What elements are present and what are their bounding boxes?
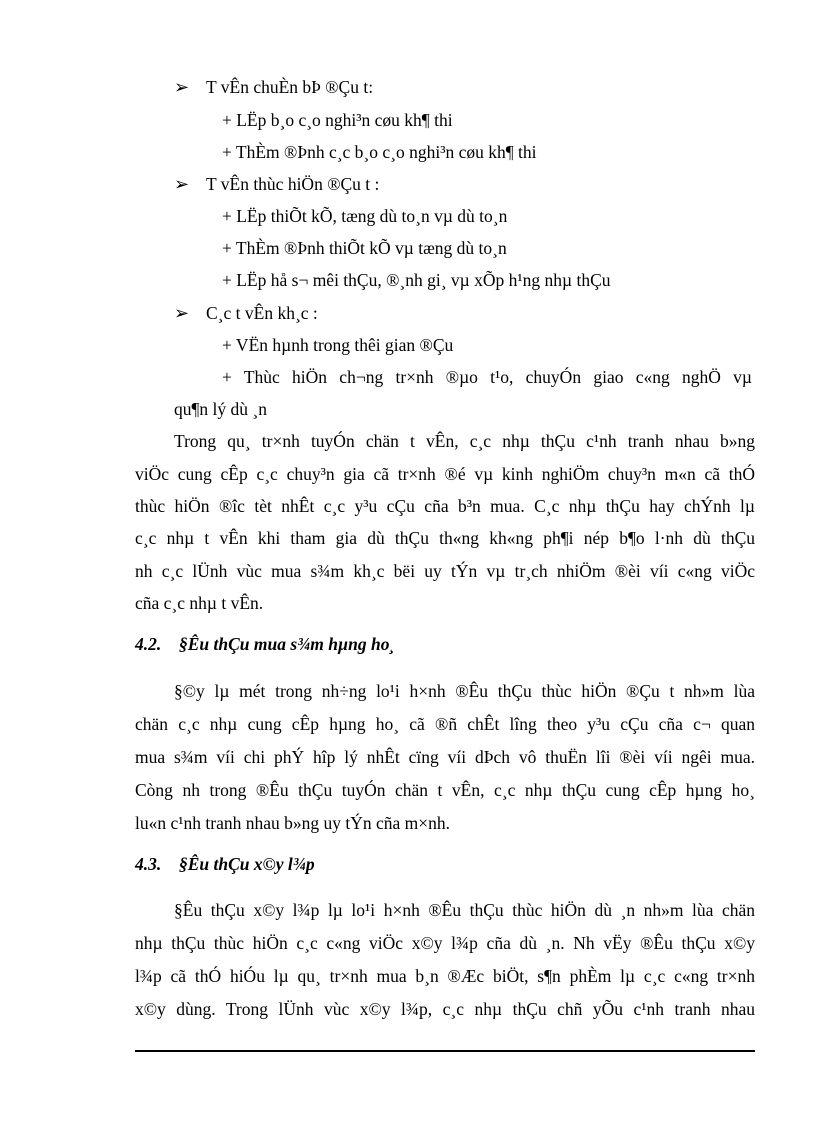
section-number: 4.2.: [135, 634, 162, 654]
list-item: qu¶n lý dù ¸n: [174, 399, 267, 419]
bullet-icon: ➢: [174, 77, 190, 97]
paragraph-line: chän c¸c nhµ cung cÊp hµng ho¸ cã ®ñ chÊt lîng theo y³u cÇu cña c¬ quan: [135, 714, 755, 734]
paragraph-line: viÖc cung cÊp c¸c chuy³n gia cã tr×nh ®é vµ kinh nghiÖm chuy³n m«n cã thÓ: [135, 464, 755, 484]
list-item: + LËp thiÕt kÕ, tæng dù to¸n vµ dù to¸n: [222, 206, 508, 226]
paragraph-line: Còng nh trong ®Êu thÇu tuyÓn chän t vÊn, c¸c nhµ thÇu cung cÊp hµng ho¸: [135, 780, 755, 800]
paragraph-line: §©y lµ mét trong nh÷ng lo¹i h×nh ®Êu thÇu thùc hiÖn ®Çu t nh»m lùa: [174, 681, 755, 701]
paragraph-line: §Êu thÇu x©y l¾p lµ lo¹i h×nh ®Êu thÇu thùc hiÖn dù ¸n nh»m lùa chän: [174, 900, 755, 920]
paragraph-line: mua s¾m víi chi phÝ hîp lý nhÊt cïng víi dÞch vô thuËn lîi ®èi víi ngêi mua.: [135, 747, 755, 767]
list-item: + VËn hµnh trong thêi gian ®Çu: [222, 335, 454, 355]
section-title: §Êu thÇu mua s¾m hµng ho¸: [179, 634, 396, 654]
footer-divider: [135, 1050, 755, 1052]
section-heading: [135, 636, 395, 654]
paragraph-line: thùc hiÖn ®îc tèt nhÊt c¸c y³u cÇu cña b³n mua. C¸c nhµ thÇu hay chÝnh lµ: [135, 496, 755, 516]
list-item: + ThÈm ®Þnh thiÕt kÕ vµ tæng dù to¸n: [222, 238, 507, 258]
list-item: + LËp hå s¬ mêi thÇu, ®¸nh gi¸ vµ xÕp h¹ng nhµ thÇu: [222, 270, 611, 290]
paragraph-line: nh c¸c lÜnh vùc mua s¾m kh¸c bëi uy tÝn vµ tr¸ch nhiÖm ®èi víi c«ng viÖc: [135, 561, 755, 581]
paragraph-line: l¾p cã thÓ hiÓu lµ qu¸ tr×nh mua b¸n ®Æc biÖt, s¶n phÈm lµ c¸c c«ng tr×nh: [135, 966, 755, 986]
bullet-icon: ➢: [174, 174, 190, 194]
paragraph-line: Trong qu¸ tr×nh tuyÓn chän t vÊn, c¸c nhµ thÇu c¹nh tranh nhau b»ng: [174, 431, 755, 451]
list-item: + Thùc hiÖn ch¬ng tr×nh ®µo t¹o, chuyÓn giao c«ng nghÖ vµ: [222, 367, 752, 387]
list-item: T vÊn chuÈn bÞ ®Çu t:: [206, 77, 374, 97]
bullet-icon: ➢: [174, 303, 190, 323]
list-item: + ThÈm ®Þnh c¸c b¸o c¸o nghi³n cøu kh¶ thi: [222, 142, 537, 162]
paragraph-line: c¸c nhµ t vÊn khi tham gia dù thÇu th«ng kh«ng ph¶i nép b¶o l·nh dù thÇu: [135, 528, 755, 548]
section-heading: [135, 856, 315, 874]
list-item: C¸c t vÊn kh¸c :: [206, 303, 318, 323]
paragraph-line: nhµ thÇu thùc hiÖn c¸c c«ng viÖc x©y l¾p cña dù ¸n. Nh vËy ®Êu thÇu x©y: [135, 933, 755, 953]
list-item: T vÊn thùc hiÖn ®Çu t :: [206, 174, 380, 194]
paragraph-line: lu«n c¹nh tranh nhau b»ng uy tÝn cña m×nh.: [135, 813, 450, 833]
list-item: + LËp b¸o c¸o nghi³n cøu kh¶ thi: [222, 110, 453, 130]
paragraph-line: cña c¸c nhµ t vÊn.: [135, 593, 264, 613]
section-number: 4.3.: [135, 854, 162, 874]
section-title: §Êu thÇu x©y l¾p: [179, 854, 315, 874]
paragraph-line: x©y dùng. Trong lÜnh vùc x©y l¾p, c¸c nhµ thÇu chñ yÕu c¹nh tranh nhau: [135, 999, 755, 1019]
